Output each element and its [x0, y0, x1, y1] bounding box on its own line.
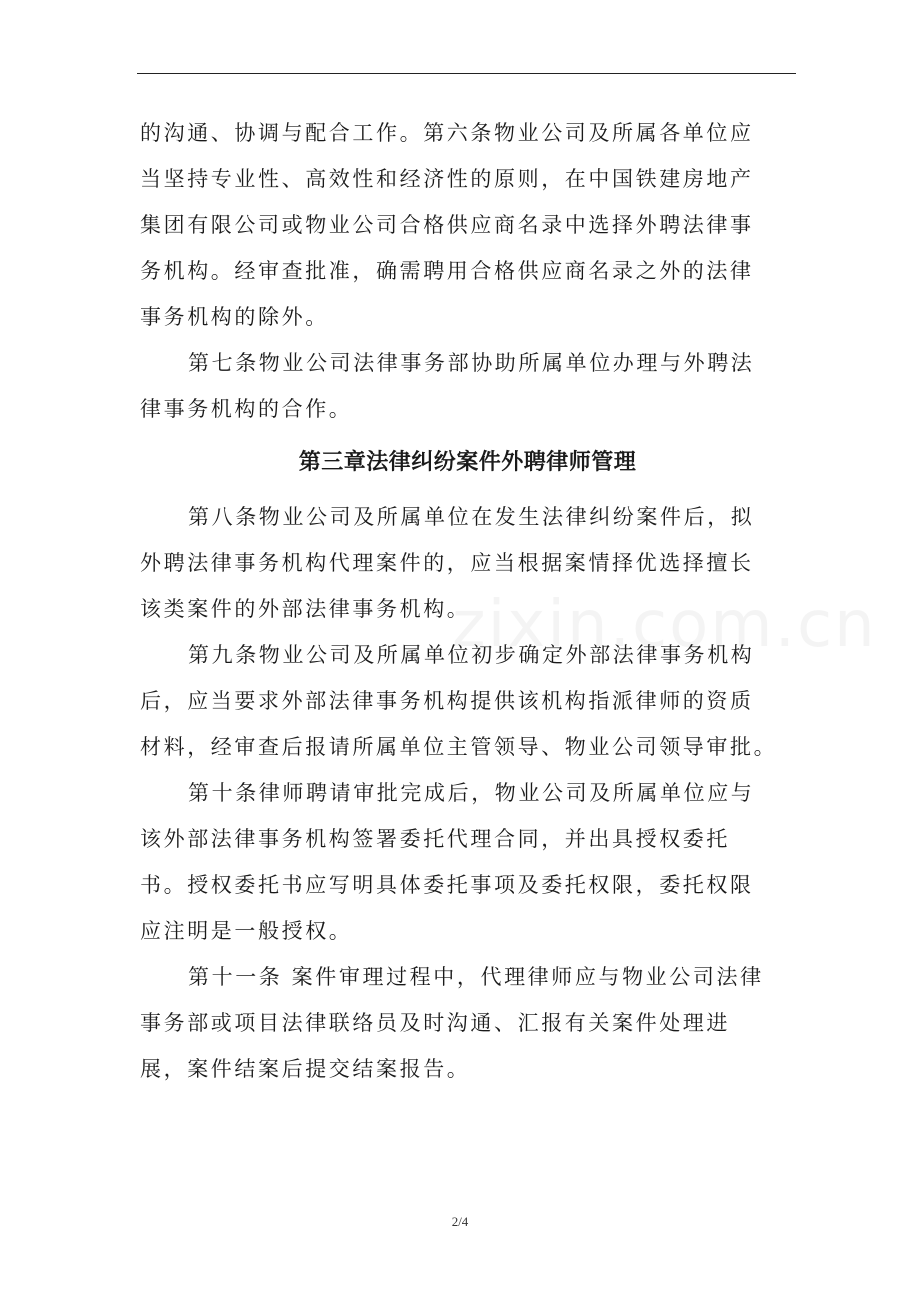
- text-line: 事务部或项目法律联络员及时沟通、汇报有关案件处理进: [140, 1011, 730, 1035]
- text-line: 第十条律师聘请审批完成后，物业公司及所属单位应与: [188, 781, 755, 805]
- text-line: 当坚持专业性、高效性和经济性的原则，在中国铁建房地产: [140, 167, 754, 191]
- text-line: 集团有限公司或物业公司合格供应商名录中选择外聘法律事: [140, 213, 754, 237]
- text-line: 展，案件结案后提交结案报告。: [140, 1057, 471, 1081]
- document-body: [140, 110, 795, 1092]
- page-number: 2/4: [451, 1214, 469, 1229]
- text-line: 该外部法律事务机构签署委托代理合同，并出具授权委托: [140, 827, 730, 851]
- paragraph-article-11: [140, 954, 795, 1092]
- text-line: 应注明是一般授权。: [140, 919, 353, 943]
- text-line: 第七条物业公司法律事务部协助所属单位办理与外聘法: [188, 351, 755, 375]
- text-line: 后，应当要求外部法律事务机构提供该机构指派律师的资质: [140, 689, 754, 713]
- text-line: 第九条物业公司及所属单位初步确定外部法律事务机构: [188, 643, 755, 667]
- text-line: 书。授权委托书应写明具体委托事项及委托权限，委托权限: [140, 873, 754, 897]
- text-line: 第十一条 案件审理过程中，代理律师应与物业公司法律: [188, 965, 764, 989]
- text-line: 的沟通、协调与配合工作。第六条物业公司及所属各单位应: [140, 121, 754, 145]
- text-line: 事务机构的除外。: [140, 305, 329, 329]
- text-line: 务机构。经审查批准，确需聘用合格供应商名录之外的法律: [140, 259, 754, 283]
- paragraph-article-8: [140, 494, 795, 632]
- paragraph-article-6: [140, 110, 795, 340]
- text-line: 律事务机构的合作。: [140, 397, 353, 421]
- chapter-heading: 第三章法律纠纷案件外聘律师管理: [298, 450, 637, 475]
- header-rule: [137, 73, 796, 74]
- text-line: 材料，经审查后报请所属单位主管领导、物业公司领导审批。: [140, 735, 778, 759]
- text-line: 该类案件的外部法律事务机构。: [140, 597, 471, 621]
- paragraph-article-9: [140, 632, 795, 770]
- paragraph-article-7: [140, 340, 795, 432]
- text-line: 第八条物业公司及所属单位在发生法律纠纷案件后，拟: [188, 505, 755, 529]
- paragraph-article-10: [140, 770, 795, 954]
- text-line: 外聘法律事务机构代理案件的，应当根据案情择优选择擅长: [140, 551, 754, 575]
